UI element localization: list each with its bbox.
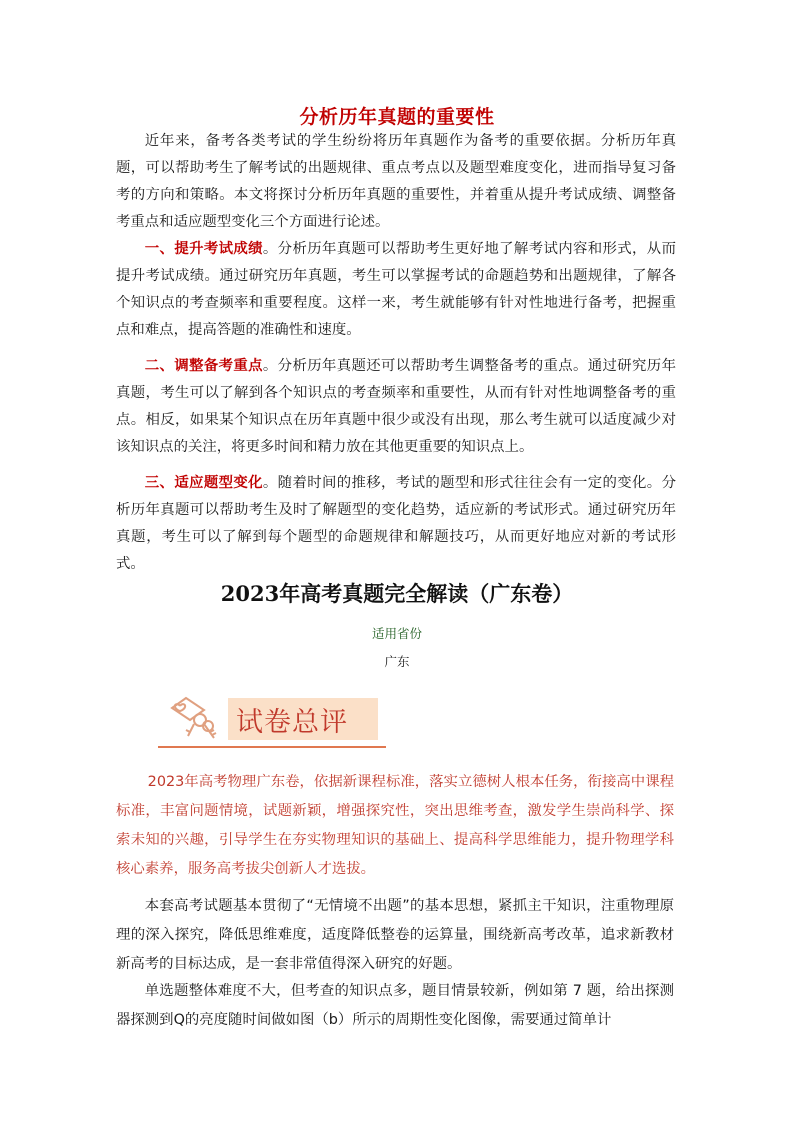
section-banner (158, 690, 388, 750)
review-paragraph-1: 2023年高考物理广东卷，依据新课程标准，落实立德树人根本任务，衔接高中课程标准，丰富问题情境，试题新颖，增强探究性，突出思维考查，激发学生崇尚科学、探索未知的兴趣，引导学生在夯实物理知识的基础上、提高科学思维能力，提升物理学科核心素养，服务高考拔尖创新人才选拔。 (116, 774, 674, 877)
article-title: 分析历年真题的重要性 (299, 106, 495, 128)
section-1-body: 。分析历年真题可以帮助考生更好地了解考试内容和形式，从而提升考试成绩。通过研究历年真题，考生可以掌握考试的命题趋势和出题规律，了解各个知识点的考查频率和重要程度。这样一来，考生就能够有针对性地进行备考，把握重点和难点，提高答题的准确性和速度。 (116, 241, 676, 338)
section-3-body: 。随着时间的推移，考试的题型和形式往往会有一定的变化。分析历年真题可以帮助考生及时了解题型的变化趋势，适应新的考试形式。通过研究历年真题，考生可以了解到每个题型的命题规律和解题技巧，从而更好地应对新的考试形式。 (116, 475, 676, 572)
banner-underline (158, 746, 386, 748)
section-1-paragraph (116, 236, 676, 344)
section-2-body: 。分析历年真题还可以帮助考生调整备考的重点。通过研究历年真题，考生可以了解到各个知识点的考查频率和重要性，从而有针对性地调整备考的重点。相反，如果某个知识点在历年真题中很少或没有出现，那么考生就可以适度减少对该知识点的关注，将更多时间和精力放在其他更重要的知识点上。 (116, 358, 676, 455)
section-1-lead: 提升考试成绩 (174, 241, 263, 257)
review-paragraph-2: 本套高考试题基本贯彻了“无情境不出题”的基本思想，紧抓主干知识，注重物理原理的深入探究，降低思维难度，适度降低整卷的运算量，围绕新高考改革，追求新教材新高考的目标达成，是一套非常值得深入研究的好题。 (116, 898, 674, 972)
section-3-lead: 适应题型变化 (174, 475, 263, 491)
banner-title: 试卷总评 (236, 707, 348, 738)
review-paragraph-3: 单选题整体难度不大，但考查的知识点多，题目情景较新，例如第 7 题，给出探测器探测到Q的亮度随时间做如图（b）所示的周期性变化图像，需要通过简单计 (116, 983, 674, 1028)
keys-icon (164, 690, 224, 746)
section-2-prefix: 二、 (144, 358, 175, 374)
section-2-paragraph (116, 353, 676, 461)
province-value: 广东 (384, 654, 410, 669)
exam-title: 2023年高考真题完全解读（广东卷） (220, 581, 574, 606)
section-3-prefix: 三、 (144, 475, 175, 491)
section-1-prefix: 一、 (144, 241, 175, 257)
section-3-paragraph (116, 470, 676, 578)
intro-paragraph: 近年来，备考各类考试的学生纷纷将历年真题作为备考的重要依据。分析历年真题，可以帮助考生了解考试的出题规律、重点考点以及题型难度变化，进而指导复习备考的方向和策略。本文将探讨分析历年真题的重要性，并着重从提升考试成绩、调整备考重点和适应题型变化三个方面进行论述。 (116, 133, 676, 230)
section-2-lead: 调整备考重点 (174, 358, 263, 374)
province-label: 适用省份 (371, 626, 422, 641)
